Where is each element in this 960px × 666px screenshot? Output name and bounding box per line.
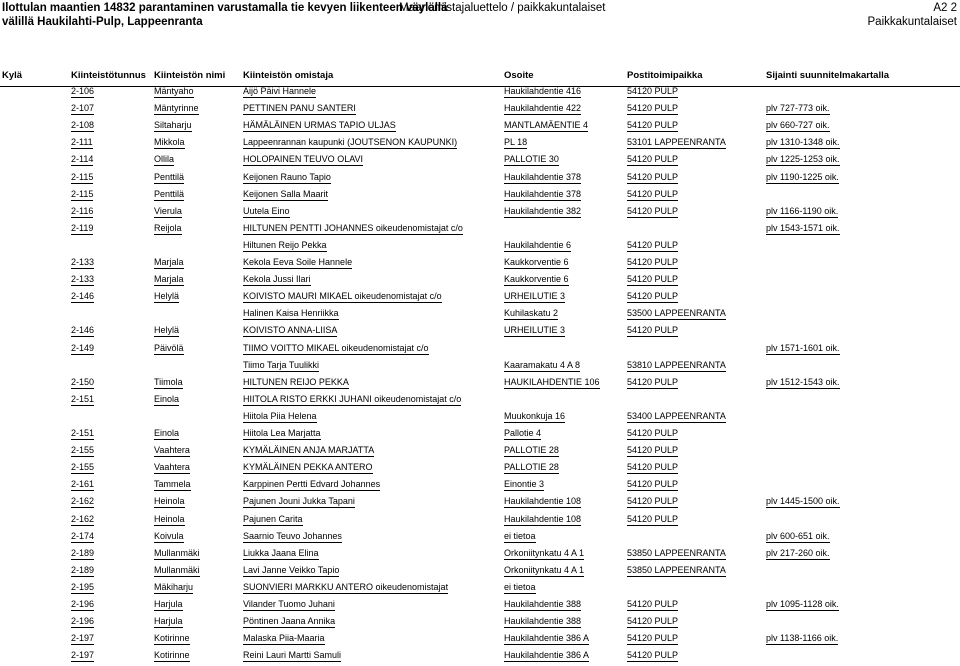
cell-osoite: MANTLAMÄENTIE 4: [504, 120, 589, 131]
table-row: [0, 204, 960, 221]
cell-osoite: Haukilahdentie 386 A: [504, 633, 590, 644]
cell-postitoimipaikka: 54120 PULP: [627, 376, 679, 387]
cell-osoite: URHEILUTIE 3: [504, 291, 566, 302]
cell-sijainti: plv 1138-1166 oik.: [766, 633, 839, 644]
cell-kiinteistotunnus: 2-155: [71, 445, 95, 456]
cell-omistaja: Vilander Tuomo Juhani: [243, 599, 335, 609]
cell-omistaja: Karppinen Pertti Edvard Johannes: [243, 479, 381, 490]
cell-kiinteiston-nimi: Ollila: [154, 154, 175, 165]
cell-kiinteistotunnus: 2-151: [71, 393, 95, 404]
cell-postitoimipaikka: 54120 PULP: [627, 120, 679, 131]
cell-postitoimipaikka: 54120 PULP: [627, 103, 679, 114]
cell-omistaja: KYMÄLÄINEN ANJA MARJATTA: [243, 445, 375, 456]
cell-kiinteiston-nimi: Reijola: [154, 222, 182, 233]
cell-kiinteistotunnus: 2-196: [71, 616, 95, 627]
cell-postitoimipaikka: 53810 LAPPEENRANTA: [627, 359, 726, 370]
cell-sijainti: plv 600-651 oik.: [766, 530, 830, 541]
cell-omistaja: HOLOPAINEN TEUVO OLAVI: [243, 154, 364, 165]
cell-osoite: PALLOTIE 28: [504, 445, 559, 456]
cell-kiinteistotunnus: 2-115: [71, 171, 94, 182]
table-row: [0, 409, 960, 426]
cell-osoite: Haukilahdentie 6: [504, 239, 572, 250]
cell-omistaja: Lavi Janne Veikko Tapio: [243, 564, 340, 575]
cell-osoite: Muukonkuja 16: [504, 410, 566, 421]
cell-osoite: Haukilahdentie 422: [504, 103, 582, 114]
cell-kiinteistotunnus: 2-161: [71, 479, 95, 490]
table-row: [0, 392, 960, 409]
cell-kiinteistotunnus: 2-197: [71, 650, 95, 661]
title-line-2: välillä Haukilahti-Pulp, Lappeenranta: [2, 16, 203, 28]
cell-postitoimipaikka: 54120 PULP: [627, 188, 679, 199]
table-row: [0, 358, 960, 375]
table-row: [0, 614, 960, 631]
cell-omistaja: Hiltunen Reijo Pekka: [243, 239, 327, 250]
table-row: [0, 477, 960, 494]
cell-kiinteiston-nimi: Tammela: [154, 479, 191, 490]
table-row: [0, 426, 960, 443]
cell-kiinteistotunnus: 2-108: [71, 120, 95, 131]
cell-osoite: Haukilahdentie 378: [504, 171, 582, 182]
table-row: [0, 289, 960, 306]
cell-postitoimipaikka: 54120 PULP: [627, 274, 679, 285]
cell-postitoimipaikka: 54120 PULP: [627, 650, 679, 661]
cell-kiinteistotunnus: 2-107: [71, 103, 95, 114]
table-row: [0, 187, 960, 204]
cell-postitoimipaikka: 53500 LAPPEENRANTA: [627, 308, 726, 319]
cell-osoite: Haukilahdentie 388: [504, 599, 582, 609]
cell-kiinteiston-nimi: Päivölä: [154, 342, 184, 353]
cell-kiinteiston-nimi: Vaahtera: [154, 445, 190, 456]
col-header-omistaja: Kiinteistön omistaja: [243, 70, 334, 81]
cell-osoite: PALLOTIE 28: [504, 462, 559, 473]
cell-kiinteistotunnus: 2-146: [71, 291, 95, 302]
cell-kiinteiston-nimi: Heinola: [154, 496, 185, 507]
cell-kiinteiston-nimi: Mäkiharju: [154, 581, 194, 592]
cell-kiinteistotunnus: 2-174: [71, 530, 95, 541]
cell-kiinteistotunnus: 2-162: [71, 513, 95, 524]
col-header-kiinteiston-nimi: Kiinteistön nimi: [154, 70, 226, 81]
cell-postitoimipaikka: 54120 PULP: [627, 154, 679, 165]
cell-kiinteistotunnus: 2-189: [71, 547, 95, 558]
cell-omistaja: Pajunen Carita: [243, 513, 303, 524]
cell-kiinteiston-nimi: Harjula: [154, 599, 183, 609]
cell-omistaja: HIITOLA RISTO ERKKI JUHANI oikeudenomistajat c/o: [243, 393, 462, 404]
cell-kiinteistotunnus: 2-133: [71, 257, 95, 267]
cell-kiinteistotunnus: 2-114: [71, 154, 94, 165]
cell-postitoimipaikka: 54120 PULP: [627, 445, 679, 456]
cell-osoite: Haukilahdentie 382: [504, 205, 582, 216]
cell-kiinteiston-nimi: Penttilä: [154, 171, 185, 182]
table-row: [0, 375, 960, 392]
cell-omistaja: Reini Lauri Martti Samuli: [243, 650, 342, 661]
cell-omistaja: Kekola Jussi Ilari: [243, 274, 311, 285]
table-row: [0, 597, 960, 614]
cell-kiinteiston-nimi: Mäntyaho: [154, 86, 194, 96]
cell-kiinteiston-nimi: Harjula: [154, 616, 183, 627]
cell-omistaja: Hiitola Lea Marjatta: [243, 428, 321, 438]
cell-postitoimipaikka: 53850 LAPPEENRANTA: [627, 564, 726, 575]
cell-postitoimipaikka: 54120 PULP: [627, 257, 679, 267]
cell-omistaja: KYMÄLÄINEN PEKKA ANTERO: [243, 462, 373, 473]
cell-omistaja: Liukka Jaana Elina: [243, 547, 319, 558]
cell-kiinteistotunnus: 2-106: [71, 86, 95, 96]
cell-kiinteiston-nimi: Koivula: [154, 530, 184, 541]
table-row: [0, 563, 960, 580]
cell-osoite: Haukilahdentie 386 A: [504, 650, 590, 661]
cell-osoite: Pallotie 4: [504, 428, 542, 438]
cell-sijainti: plv 1571-1601 oik.: [766, 342, 840, 353]
document-title: [2, 1, 448, 29]
cell-omistaja: HILTUNEN PENTTI JOHANNES oikeudenomistajat c/o: [243, 222, 463, 233]
cell-omistaja: Pajunen Jouni Jukka Tapani: [243, 496, 355, 507]
table-row: [0, 443, 960, 460]
section-label: Paikkakuntalaiset: [867, 16, 957, 28]
cell-postitoimipaikka: 54120 PULP: [627, 513, 679, 524]
cell-postitoimipaikka: 53850 LAPPEENRANTA: [627, 547, 726, 558]
cell-kiinteiston-nimi: Helylä: [154, 325, 180, 336]
cell-sijainti: plv 1512-1543 oik.: [766, 376, 840, 387]
cell-kiinteistotunnus: 2-146: [71, 325, 95, 336]
cell-omistaja: Keijonen Rauno Tapio: [243, 171, 331, 182]
cell-omistaja: Tiimo Tarja Tuulikki: [243, 359, 320, 370]
table-row: [0, 529, 960, 546]
cell-osoite: Haukilahdentie 388: [504, 616, 582, 627]
cell-kiinteiston-nimi: Kotirinne: [154, 633, 190, 644]
cell-postitoimipaikka: 54120 PULP: [627, 479, 679, 490]
col-header-kiinteistotunnus: Kiinteistötunnus: [71, 70, 146, 81]
table-row: [0, 341, 960, 358]
table-row: [0, 84, 960, 101]
cell-omistaja: Malaska Piia-Maaria: [243, 633, 325, 644]
cell-omistaja: Hiitola Piia Helena: [243, 410, 317, 421]
cell-omistaja: PETTINEN PANU SANTERI: [243, 103, 356, 114]
cell-postitoimipaikka: 54120 PULP: [627, 291, 679, 302]
cell-postitoimipaikka: 54120 PULP: [627, 616, 679, 627]
cell-omistaja: Halinen Kaisa Henriikka: [243, 308, 339, 319]
cell-sijainti: plv 1166-1190 oik.: [766, 205, 839, 216]
cell-kiinteiston-nimi: Heinola: [154, 513, 185, 524]
table-row: [0, 135, 960, 152]
cell-kiinteiston-nimi: Mäntyrinne: [154, 103, 199, 114]
cell-kiinteiston-nimi: Penttilä: [154, 188, 185, 199]
cell-omistaja: Pöntinen Jaana Annika: [243, 616, 336, 627]
table-row: [0, 648, 960, 665]
cell-omistaja: Äijö Päivi Hannele: [243, 86, 317, 96]
table-row: [0, 323, 960, 340]
cell-kiinteistotunnus: 2-189: [71, 564, 95, 575]
cell-kiinteistotunnus: 2-150: [71, 376, 95, 387]
cell-omistaja: KOIVISTO MAURI MIKAEL oikeudenomistajat c/o: [243, 291, 442, 302]
table-row: [0, 101, 960, 118]
table-row: [0, 580, 960, 597]
document-subtitle: Maanomistajaluettelo / paikkakuntalaiset: [399, 2, 606, 14]
cell-postitoimipaikka: 54120 PULP: [627, 205, 679, 216]
cell-kiinteiston-nimi: Kotirinne: [154, 650, 190, 661]
cell-kiinteistotunnus: 2-133: [71, 274, 95, 285]
table-row: [0, 460, 960, 477]
cell-postitoimipaikka: 53400 LAPPEENRANTA: [627, 410, 726, 421]
cell-osoite: Orkoniitynkatu 4 A 1: [504, 547, 585, 558]
cell-kiinteistotunnus: 2-111: [71, 137, 93, 148]
cell-osoite: PALLOTIE 30: [504, 154, 559, 165]
cell-sijainti: plv 217-260 oik.: [766, 547, 830, 558]
cell-sijainti: plv 727-773 oik.: [766, 103, 830, 114]
col-header-osoite: Osoite: [504, 70, 534, 81]
cell-osoite: PL 18: [504, 137, 528, 148]
cell-sijainti: plv 1190-1225 oik.: [766, 171, 839, 182]
cell-omistaja: TIIMO VOITTO MIKAEL oikeudenomistajat c/o: [243, 342, 429, 353]
cell-kiinteistotunnus: 2-149: [71, 342, 95, 353]
cell-kiinteiston-nimi: Mikkola: [154, 137, 185, 148]
cell-postitoimipaikka: 54120 PULP: [627, 239, 679, 250]
table-row: [0, 546, 960, 563]
cell-postitoimipaikka: 53101 LAPPEENRANTA: [627, 137, 726, 148]
table-row: [0, 152, 960, 169]
col-header-kyla: Kylä: [2, 70, 23, 81]
cell-osoite: Haukilahdentie 108: [504, 513, 582, 524]
table-row: [0, 494, 960, 511]
table-row: [0, 272, 960, 289]
cell-kiinteiston-nimi: Mullanmäki: [154, 564, 200, 575]
cell-sijainti: plv 1095-1128 oik.: [766, 599, 839, 609]
cell-osoite: Kaaramakatu 4 A 8: [504, 359, 581, 370]
cell-sijainti: plv 1310-1348 oik.: [766, 137, 840, 148]
cell-kiinteiston-nimi: Vaahtera: [154, 462, 190, 473]
cell-kiinteistotunnus: 2-115: [71, 188, 94, 199]
cell-omistaja: Lappeenrannan kaupunki (JOUTSENON KAUPUNKI): [243, 137, 458, 148]
cell-osoite: ei tietoa: [504, 530, 536, 541]
table-row: [0, 170, 960, 187]
cell-omistaja: SUONVIERI MARKKU ANTERO oikeudenomistajat: [243, 581, 449, 592]
cell-kiinteiston-nimi: Vierula: [154, 205, 182, 216]
cell-osoite: Einontie 3: [504, 479, 545, 490]
col-header-sijainti: Sijainti suunnitelmakartalla: [766, 70, 890, 81]
cell-postitoimipaikka: 54120 PULP: [627, 325, 679, 336]
cell-sijainti: plv 1225-1253 oik.: [766, 154, 840, 165]
cell-postitoimipaikka: 54120 PULP: [627, 599, 679, 609]
cell-postitoimipaikka: 54120 PULP: [627, 462, 679, 473]
table-row: [0, 512, 960, 529]
table-row: [0, 238, 960, 255]
table-row: [0, 306, 960, 323]
title-line-1: Ilottulan maantien 14832 parantaminen varustamalla tie kevyen liikenteen väylällä: [2, 2, 448, 14]
cell-kiinteiston-nimi: Marjala: [154, 274, 184, 285]
cell-kiinteiston-nimi: Helylä: [154, 291, 180, 302]
cell-kiinteistotunnus: 2-162: [71, 496, 95, 507]
cell-osoite: Kaukkorventie 6: [504, 274, 569, 285]
cell-osoite: HAUKILAHDENTIE 106: [504, 376, 600, 387]
cell-omistaja: HILTUNEN REIJO PEKKA: [243, 376, 349, 387]
cell-osoite: ei tietoa: [504, 581, 536, 592]
table-row: [0, 221, 960, 238]
cell-postitoimipaikka: 54120 PULP: [627, 496, 679, 507]
cell-omistaja: Kekola Eeva Soile Hannele: [243, 257, 353, 267]
cell-osoite: Haukilahdentie 108: [504, 496, 582, 507]
cell-kiinteistotunnus: 2-119: [71, 222, 94, 233]
cell-kiinteistotunnus: 2-116: [71, 205, 94, 216]
cell-kiinteiston-nimi: Marjala: [154, 257, 184, 267]
cell-kiinteistotunnus: 2-196: [71, 599, 95, 609]
cell-kiinteiston-nimi: Einola: [154, 393, 180, 404]
cell-kiinteistotunnus: 2-155: [71, 462, 95, 473]
cell-osoite: Haukilahdentie 416: [504, 86, 582, 96]
table-row: [0, 631, 960, 648]
cell-omistaja: Saarnio Teuvo Johannes: [243, 530, 342, 541]
cell-kiinteistotunnus: 2-195: [71, 581, 95, 592]
cell-postitoimipaikka: 54120 PULP: [627, 633, 679, 644]
cell-kiinteiston-nimi: Siltaharju: [154, 120, 192, 131]
page-info: [868, 1, 958, 29]
cell-omistaja: HÄMÄLÄINEN URMAS TAPIO ULJAS: [243, 120, 396, 131]
page-number: A2 2: [933, 2, 957, 14]
cell-kiinteistotunnus: 2-197: [71, 633, 95, 644]
cell-postitoimipaikka: 54120 PULP: [627, 428, 679, 438]
table-row: [0, 255, 960, 272]
cell-kiinteiston-nimi: Tiimola: [154, 376, 183, 387]
cell-osoite: Kaukkorventie 6: [504, 257, 569, 267]
cell-omistaja: Uutela Eino: [243, 205, 290, 216]
col-header-postitoimipaikka: Postitoimipaikka: [627, 70, 703, 81]
cell-postitoimipaikka: 54120 PULP: [627, 86, 679, 96]
cell-sijainti: plv 1445-1500 oik.: [766, 496, 840, 507]
cell-osoite: Haukilahdentie 378: [504, 188, 582, 199]
cell-osoite: Orkoniitynkatu 4 A 1: [504, 564, 585, 575]
cell-sijainti: plv 660-727 oik.: [766, 120, 830, 131]
cell-osoite: Kuhilaskatu 2: [504, 308, 559, 319]
cell-sijainti: plv 1543-1571 oik.: [766, 222, 840, 233]
cell-kiinteiston-nimi: Mullanmäki: [154, 547, 200, 558]
cell-postitoimipaikka: 54120 PULP: [627, 171, 679, 182]
cell-kiinteistotunnus: 2-151: [71, 428, 95, 438]
table-row: [0, 118, 960, 135]
cell-omistaja: KOIVISTO ANNA-LIISA: [243, 325, 338, 336]
cell-omistaja: Keijonen Salla Maarit: [243, 188, 329, 199]
cell-osoite: URHEILUTIE 3: [504, 325, 566, 336]
cell-kiinteiston-nimi: Einola: [154, 428, 180, 438]
